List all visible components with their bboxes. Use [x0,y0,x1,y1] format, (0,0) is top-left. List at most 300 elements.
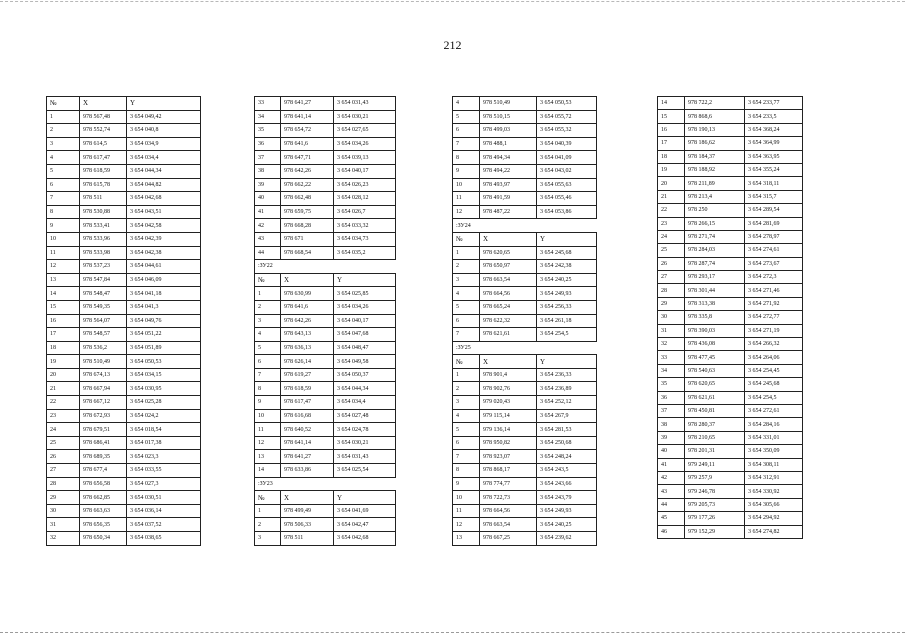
x-coordinate: 978 618,59 [80,164,127,178]
x-coordinate: 978 533,96 [80,232,127,246]
table-row [658,471,803,484]
x-coordinate: 979 177,26 [685,512,745,525]
table-row [47,355,201,369]
point-number: 9 [453,164,480,178]
table-row [255,450,396,464]
x-coordinate: 979 136,14 [480,423,537,437]
x-coordinate: 978 213,4 [685,190,745,203]
table-row [453,504,597,518]
table-row [47,300,201,314]
scan-edge-bottom [0,632,905,634]
point-number: 2 [255,300,281,314]
table-row [658,458,803,471]
y-coordinate: 3 654 271,92 [745,297,803,310]
point-number: 14 [658,97,685,110]
table-row [255,328,396,342]
point-number: 16 [658,123,685,136]
table-row [453,409,597,423]
table-row [658,137,803,150]
table-row [658,257,803,270]
y-coordinate: 3 654 044,82 [127,178,201,192]
x-coordinate: 978 641,27 [281,97,334,111]
table-row [453,328,597,342]
x-coordinate: 978 647,71 [281,151,334,165]
header-y: Y [334,273,396,287]
table-row [47,246,201,260]
point-number: 4 [453,97,480,111]
x-coordinate: 978 567,48 [80,110,127,124]
x-coordinate: 979 257,9 [685,471,745,484]
point-number: 7 [453,137,480,151]
x-coordinate: 978 636,13 [281,341,334,355]
x-coordinate: 978 390,03 [685,324,745,337]
coordinates-table [452,96,597,546]
x-coordinate: 978 664,56 [480,504,537,518]
point-number: 30 [658,311,685,324]
y-coordinate: 3 654 035,2 [334,246,396,260]
x-coordinate: 978 667,94 [80,382,127,396]
point-number: 22 [47,396,80,410]
table-row [453,124,597,138]
point-number: 42 [658,471,685,484]
table-row [658,204,803,217]
point-number: 3 [453,273,480,287]
point-number: 29 [658,297,685,310]
x-coordinate: 978 540,63 [685,364,745,377]
point-number: 13 [255,450,281,464]
y-coordinate: 3 654 272,3 [745,271,803,284]
point-number: 7 [47,192,80,206]
point-number: 46 [658,525,685,538]
table-row [47,164,201,178]
table-row [47,423,201,437]
y-coordinate: 3 654 049,58 [334,355,396,369]
point-number: 5 [453,300,480,314]
point-number: 1 [453,246,480,260]
x-coordinate: 978 266,15 [685,217,745,230]
y-coordinate: 3 654 040,39 [537,137,597,151]
table-row [453,314,597,328]
point-number: 42 [255,219,281,233]
x-coordinate: 978 663,63 [80,504,127,518]
y-coordinate: 3 654 031,43 [334,97,396,111]
x-coordinate: 978 663,54 [480,518,537,532]
x-coordinate: 978 210,65 [685,431,745,444]
y-coordinate: 3 654 281,69 [745,217,803,230]
x-coordinate: 978 533,41 [80,219,127,233]
y-coordinate: 3 654 294,92 [745,512,803,525]
x-coordinate: 978 287,74 [685,257,745,270]
x-coordinate: 978 656,35 [80,518,127,532]
y-coordinate: 3 654 044,34 [334,382,396,396]
y-coordinate: 3 654 243,5 [537,464,597,478]
x-coordinate: 978 510,49 [480,97,537,111]
table-row [453,464,597,478]
table-row [255,192,396,206]
point-number: 28 [47,477,80,491]
y-coordinate: 3 654 041,18 [127,287,201,301]
x-coordinate: 978 186,62 [685,137,745,150]
point-number: 9 [47,219,80,233]
scan-edge-top [0,1,905,3]
table-row [47,464,201,478]
point-number: 24 [658,230,685,243]
point-number: 44 [658,498,685,511]
x-coordinate: 978 487,22 [480,205,537,219]
point-number: 37 [658,404,685,417]
point-number: 28 [658,284,685,297]
header-x: X [281,491,334,505]
point-number: 26 [47,450,80,464]
x-coordinate: 978 184,37 [685,150,745,163]
y-coordinate: 3 654 350,09 [745,445,803,458]
x-coordinate: 978 677,4 [80,464,127,478]
point-number: 43 [658,485,685,498]
table-row [47,219,201,233]
point-number: 27 [658,271,685,284]
table-row [47,151,201,165]
x-coordinate: 978 667,25 [480,532,537,546]
x-coordinate: 978 616,68 [281,409,334,423]
point-number: 31 [658,324,685,337]
y-coordinate: 3 654 030,95 [127,382,201,396]
point-number: 23 [658,217,685,230]
table-row [658,177,803,190]
table-row [658,364,803,377]
point-number: 40 [658,445,685,458]
point-number: 41 [255,205,281,219]
point-number: 11 [47,246,80,260]
y-coordinate: 3 654 256,33 [537,300,597,314]
table-row [47,382,201,396]
table-row [255,205,396,219]
y-coordinate: 3 654 030,51 [127,491,201,505]
point-number: 2 [255,518,281,532]
y-coordinate: 3 654 040,17 [334,164,396,178]
x-coordinate: 978 493,97 [480,178,537,192]
point-number: 14 [255,464,281,478]
table-row [47,409,201,423]
x-coordinate: 978 506,33 [281,518,334,532]
x-coordinate: 978 620,65 [480,246,537,260]
y-coordinate: 3 654 240,25 [537,273,597,287]
point-number: 38 [658,418,685,431]
point-number: 5 [255,341,281,355]
point-number: 8 [47,205,80,219]
table-row [453,205,597,219]
point-number: 8 [453,151,480,165]
point-number: 33 [255,97,281,111]
table-row [255,382,396,396]
point-number: 30 [47,504,80,518]
point-number: 43 [255,232,281,246]
y-coordinate: 3 654 272,61 [745,404,803,417]
point-number: 12 [47,260,80,274]
y-coordinate: 3 654 037,52 [127,518,201,532]
y-coordinate: 3 654 034,4 [334,396,396,410]
x-coordinate: 978 626,14 [281,355,334,369]
y-coordinate: 3 654 355,24 [745,163,803,176]
table-row [453,382,597,396]
point-number: 7 [255,368,281,382]
x-coordinate: 979 152,29 [685,525,745,538]
x-coordinate: 978 674,13 [80,368,127,382]
point-number: 4 [255,328,281,342]
table-row [255,151,396,165]
y-coordinate: 3 654 248,24 [537,450,597,464]
point-number: 16 [47,314,80,328]
y-coordinate: 3 654 049,42 [127,110,201,124]
y-coordinate: 3 654 033,55 [127,464,201,478]
point-number: 8 [453,464,480,478]
header-y: Y [537,232,597,246]
table-row [658,378,803,391]
point-number: 12 [255,436,281,450]
x-coordinate: 978 656,58 [80,477,127,491]
point-number: 10 [453,491,480,505]
y-coordinate: 3 654 242,38 [537,260,597,274]
table-row [453,491,597,505]
x-coordinate: 978 491,59 [480,192,537,206]
table-row [658,97,803,110]
table-row [658,525,803,538]
table-row [47,368,201,382]
y-coordinate: 3 654 240,25 [537,518,597,532]
y-coordinate: 3 654 051,22 [127,328,201,342]
table-row [658,244,803,257]
y-coordinate: 3 654 044,61 [127,260,201,274]
x-coordinate: 978 201,31 [685,445,745,458]
point-number: 8 [255,382,281,396]
y-coordinate: 3 654 264,06 [745,351,803,364]
y-coordinate: 3 654 039,13 [334,151,396,165]
point-number: 2 [453,260,480,274]
table-row [47,504,201,518]
x-coordinate: 978 618,59 [281,382,334,396]
parcel-title-row [255,260,396,274]
x-coordinate: 978 662,22 [281,178,334,192]
point-number: 5 [47,164,80,178]
x-coordinate: 978 868,17 [480,464,537,478]
x-coordinate: 978 641,6 [281,137,334,151]
y-coordinate: 3 654 040,8 [127,124,201,138]
x-coordinate: 978 617,47 [80,151,127,165]
table-row [658,110,803,123]
point-number: 7 [453,450,480,464]
table-row [47,178,201,192]
point-number: 39 [255,178,281,192]
point-number: 23 [47,409,80,423]
table-header-row [453,355,597,369]
point-number: 3 [47,137,80,151]
y-coordinate: 3 654 274,61 [745,244,803,257]
table-row [658,271,803,284]
table-row [255,355,396,369]
x-coordinate: 978 335,8 [685,311,745,324]
table-row [255,178,396,192]
table-row [453,151,597,165]
x-coordinate: 978 672,93 [80,409,127,423]
x-coordinate: 979 115,14 [480,409,537,423]
header-number: № [47,97,80,111]
table-row [47,491,201,505]
y-coordinate: 3 654 364,99 [745,137,803,150]
y-coordinate: 3 654 025,85 [334,287,396,301]
point-number: 21 [658,190,685,203]
table-row [47,110,201,124]
x-coordinate: 978 722,73 [480,491,537,505]
y-coordinate: 3 654 272,77 [745,311,803,324]
coordinates-column-3 [452,96,597,546]
x-coordinate: 978 868,6 [685,110,745,123]
parcel-title: :ЗУ24 [453,219,597,233]
point-number: 34 [255,110,281,124]
table-row [658,284,803,297]
point-number: 15 [47,300,80,314]
y-coordinate: 3 654 051,89 [127,341,201,355]
header-x: X [480,232,537,246]
point-number: 1 [453,368,480,382]
table-row [453,368,597,382]
x-coordinate: 978 533,98 [80,246,127,260]
table-row [453,97,597,111]
x-coordinate: 978 615,78 [80,178,127,192]
y-coordinate: 3 654 236,89 [537,382,597,396]
y-coordinate: 3 654 041,09 [537,151,597,165]
point-number: 9 [453,477,480,491]
x-coordinate: 978 537,23 [80,260,127,274]
table-row [453,164,597,178]
x-coordinate: 978 271,74 [685,230,745,243]
table-row [255,396,396,410]
table-row [255,97,396,111]
y-coordinate: 3 654 042,47 [334,518,396,532]
table-row [47,205,201,219]
x-coordinate: 978 668,54 [281,246,334,260]
y-coordinate: 3 654 266,32 [745,338,803,351]
table-header-row [255,273,396,287]
y-coordinate: 3 654 236,33 [537,368,597,382]
y-coordinate: 3 654 050,53 [127,355,201,369]
y-coordinate: 3 654 273,67 [745,257,803,270]
table-row [658,324,803,337]
point-number: 1 [255,504,281,518]
point-number: 13 [47,273,80,287]
x-coordinate: 978 313,38 [685,297,745,310]
table-row [255,232,396,246]
x-coordinate: 978 450,81 [685,404,745,417]
y-coordinate: 3 654 245,68 [537,246,597,260]
y-coordinate: 3 654 050,53 [537,97,597,111]
point-number: 35 [658,378,685,391]
point-number: 2 [453,382,480,396]
y-coordinate: 3 654 034,73 [334,232,396,246]
point-number: 11 [453,192,480,206]
y-coordinate: 3 654 284,16 [745,418,803,431]
coordinates-column-4 [657,96,803,539]
x-coordinate: 978 494,34 [480,151,537,165]
y-coordinate: 3 654 243,79 [537,491,597,505]
y-coordinate: 3 654 024,2 [127,409,201,423]
y-coordinate: 3 654 044,34 [127,164,201,178]
y-coordinate: 3 654 028,12 [334,192,396,206]
table-row [453,396,597,410]
y-coordinate: 3 654 254,45 [745,364,803,377]
parcel-title: :ЗУ23 [255,477,396,491]
table-row [453,178,597,192]
table-row [658,485,803,498]
table-row [453,423,597,437]
table-row [453,450,597,464]
table-row [255,532,396,546]
y-coordinate: 3 654 027,48 [334,409,396,423]
table-row [453,273,597,287]
point-number: 41 [658,458,685,471]
x-coordinate: 978 530,88 [80,205,127,219]
y-coordinate: 3 654 038,65 [127,532,201,546]
table-row [47,328,201,342]
x-coordinate: 978 643,13 [281,328,334,342]
point-number: 21 [47,382,80,396]
y-coordinate: 3 654 249,93 [537,504,597,518]
x-coordinate: 978 190,13 [685,123,745,136]
x-coordinate: 978 663,54 [480,273,537,287]
point-number: 9 [255,396,281,410]
y-coordinate: 3 654 278,97 [745,230,803,243]
table-row [453,246,597,260]
point-number: 35 [255,124,281,138]
x-coordinate: 978 902,76 [480,382,537,396]
y-coordinate: 3 654 027,65 [334,124,396,138]
point-number: 11 [255,423,281,437]
x-coordinate: 978 619,27 [281,368,334,382]
header-number: № [453,355,480,369]
point-number: 12 [453,205,480,219]
x-coordinate: 978 664,56 [480,287,537,301]
table-row [658,512,803,525]
x-coordinate: 978 617,47 [281,396,334,410]
x-coordinate: 978 494,22 [480,164,537,178]
y-coordinate: 3 654 030,21 [334,436,396,450]
x-coordinate: 978 662,48 [281,192,334,206]
table-row [453,192,597,206]
x-coordinate: 978 499,49 [281,504,334,518]
point-number: 36 [658,391,685,404]
table-header-row [47,97,201,111]
y-coordinate: 3 654 312,91 [745,471,803,484]
table-row [47,137,201,151]
y-coordinate: 3 654 042,39 [127,232,201,246]
table-row [453,532,597,546]
table-row [658,150,803,163]
x-coordinate: 978 620,65 [685,378,745,391]
x-coordinate: 978 642,26 [281,314,334,328]
y-coordinate: 3 654 025,54 [334,464,396,478]
point-number: 39 [658,431,685,444]
y-coordinate: 3 654 042,68 [127,192,201,206]
table-row [47,124,201,138]
coordinates-column-2 [254,96,396,546]
parcel-title: :ЗУ22 [255,260,396,274]
table-row [255,287,396,301]
point-number: 12 [453,518,480,532]
point-number: 19 [47,355,80,369]
coordinates-column-1 [46,96,201,546]
x-coordinate: 978 641,27 [281,450,334,464]
table-row [658,163,803,176]
table-row [255,314,396,328]
y-coordinate: 3 654 034,9 [127,137,201,151]
